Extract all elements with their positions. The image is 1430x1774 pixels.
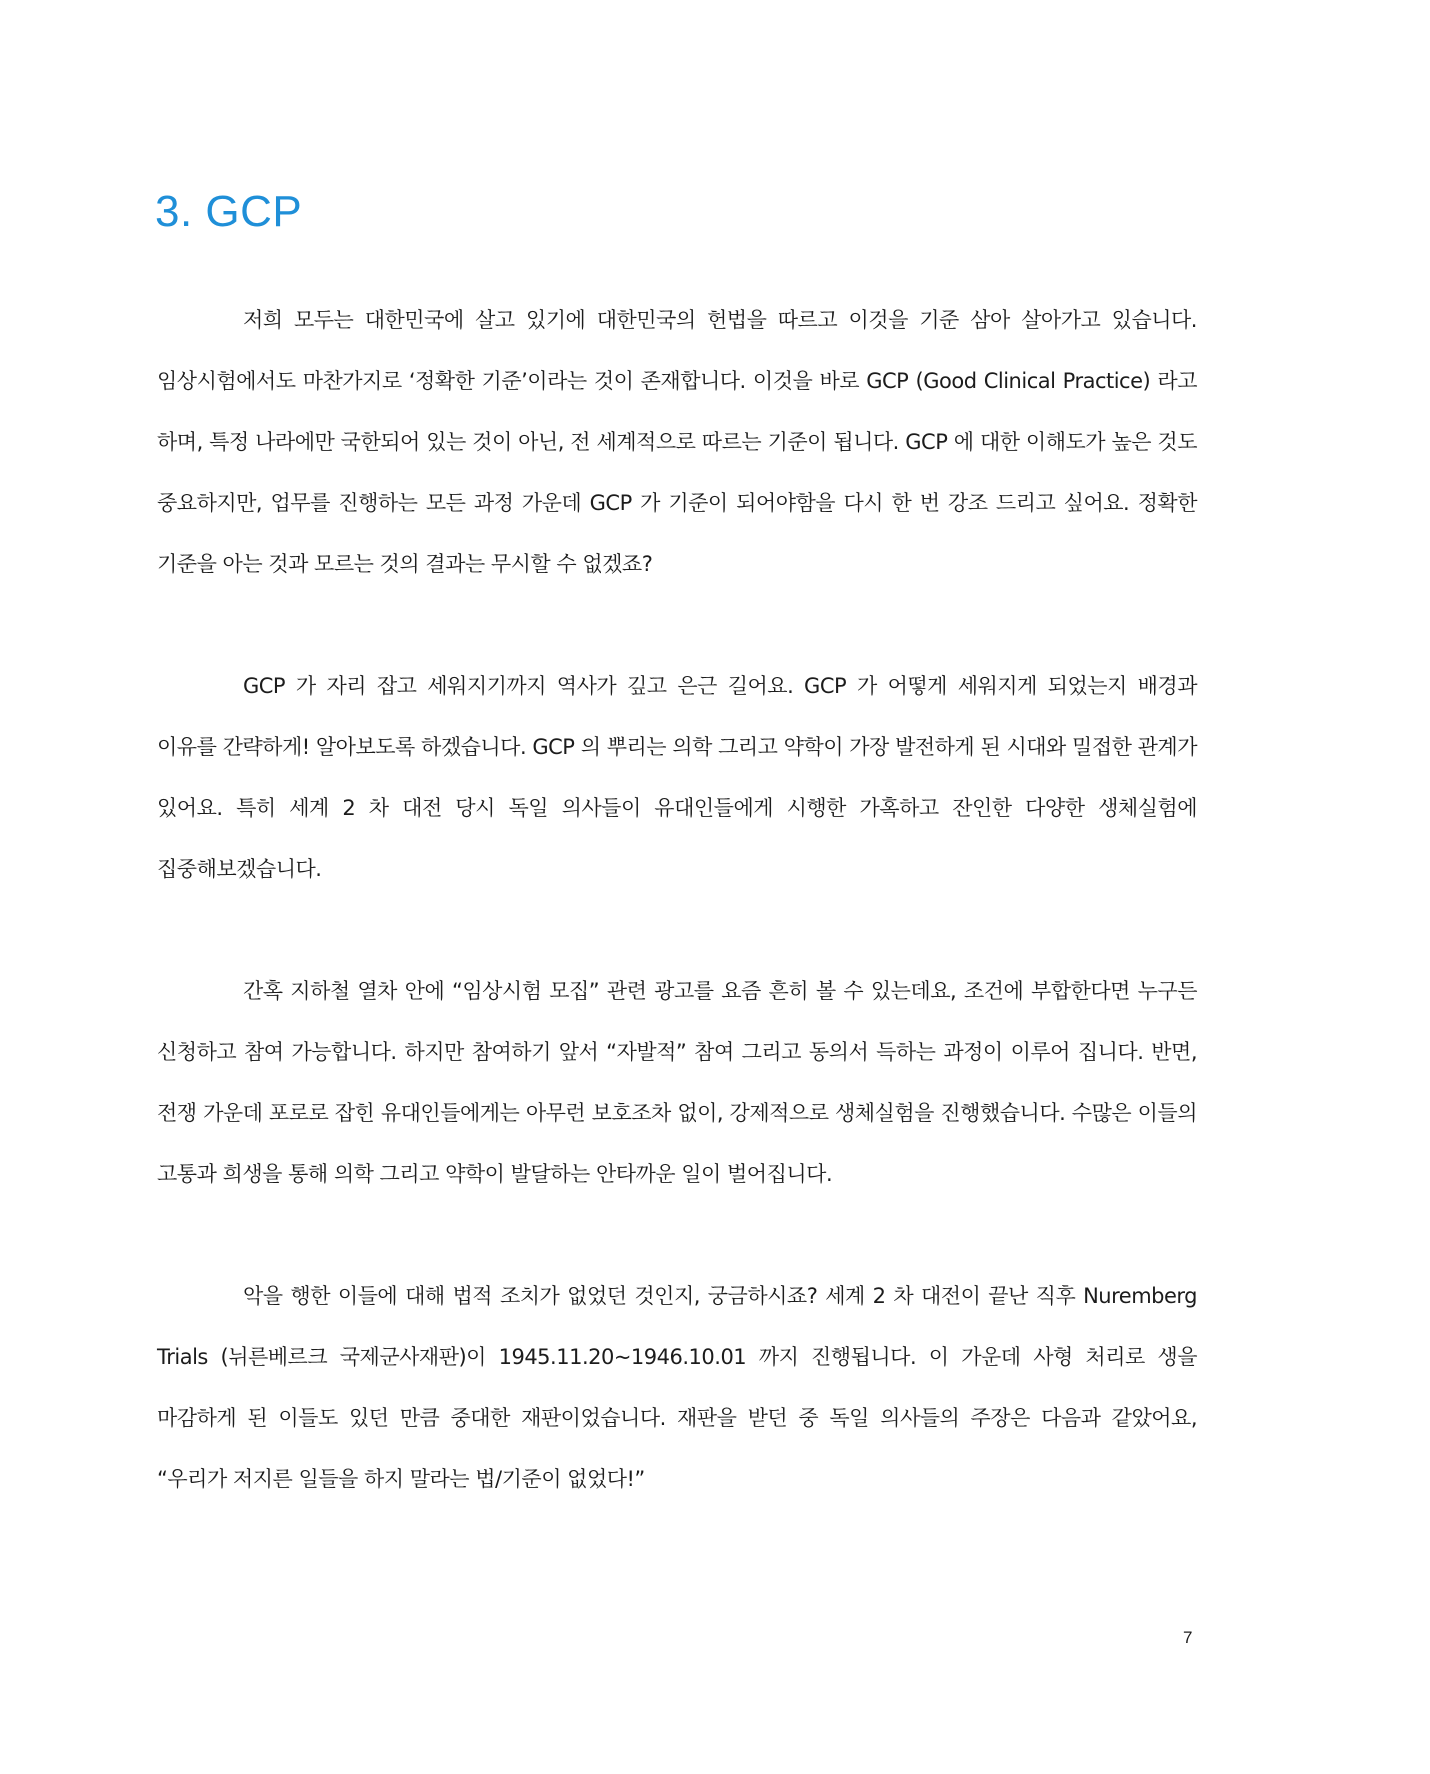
paragraph-1: 저희 모두는 대한민국에 살고 있기에 대한민국의 헌법을 따르고 이것을 기준 삼아 살아가고 있습니다. 임상시험에서도 마찬가지로 ‘정확한 기준’이라는 것이 존재합니다. 이것을 바로 GCP (Good Clinical Practice) 라고 하며, 특정 나라에만 국한되어 있는 것이 아닌, 전 세계적으로 따르는 기준이 됩니다. GCP 에 대한 이해도가 높은 것도 중요하지만, 업무를 진행하는 모든 과정 가운데 GCP 가 기준이 되어야함을 다시 한 번 강조 드리고 싶어요. 정확한 기준을 아는 것과 모르는 것의 결과는 무시할 수 없겠죠?	[157, 308, 1197, 576]
body-text	[157, 290, 1197, 1510]
section-title: 3. GCP	[155, 187, 303, 236]
paragraph-2: GCP 가 자리 잡고 세워지기까지 역사가 깊고 은근 길어요. GCP 가 어떻게 세워지게 되었는지 배경과 이유를 간략하게! 알아보도록 하겠습니다. GCP 의 뿌리는 의학 그리고 약학이 가장 발전하게 된 시대와 밀접한 관계가 있어요. 특히 세계 2 차 대전 당시 독일 의사들이 유대인들에게 시행한 가혹하고 잔인한 다양한 생체실험에 집중해보겠습니다.	[157, 674, 1197, 881]
paragraph-3: 간혹 지하철 열차 안에 “임상시험 모집” 관련 광고를 요즘 흔히 볼 수 있는데요, 조건에 부합한다면 누구든 신청하고 참여 가능합니다. 하지만 참여하기 앞서 “자발적” 참여 그리고 동의서 득하는 과정이 이루어 집니다. 반면, 전쟁 가운데 포로로 잡힌 유대인들에게는 아무런 보호조차 없이, 강제적으로 생체실험을 진행했습니다. 수많은 이들의 고통과 희생을 통해 의학 그리고 약학이 발달하는 안타까운 일이 벌어집니다.	[157, 979, 1197, 1186]
paragraph-4: 악을 행한 이들에 대해 법적 조치가 없었던 것인지, 궁금하시죠? 세계 2 차 대전이 끝난 직후 Nuremberg Trials (뉘른베르크 국제군사재판)이 1945.11.20~1946.10.01 까지 진행됩니다. 이 가운데 사형 처리로 생을 마감하게 된 이들도 있던 만큼 중대한 재판이었습니다. 재판을 받던 중 독일 의사들의 주장은 다음과 같았어요, “우리가 저지른 일들을 하지 말라는 법/기준이 없었다!”	[157, 1284, 1197, 1491]
page-number: 7	[1183, 1628, 1193, 1647]
